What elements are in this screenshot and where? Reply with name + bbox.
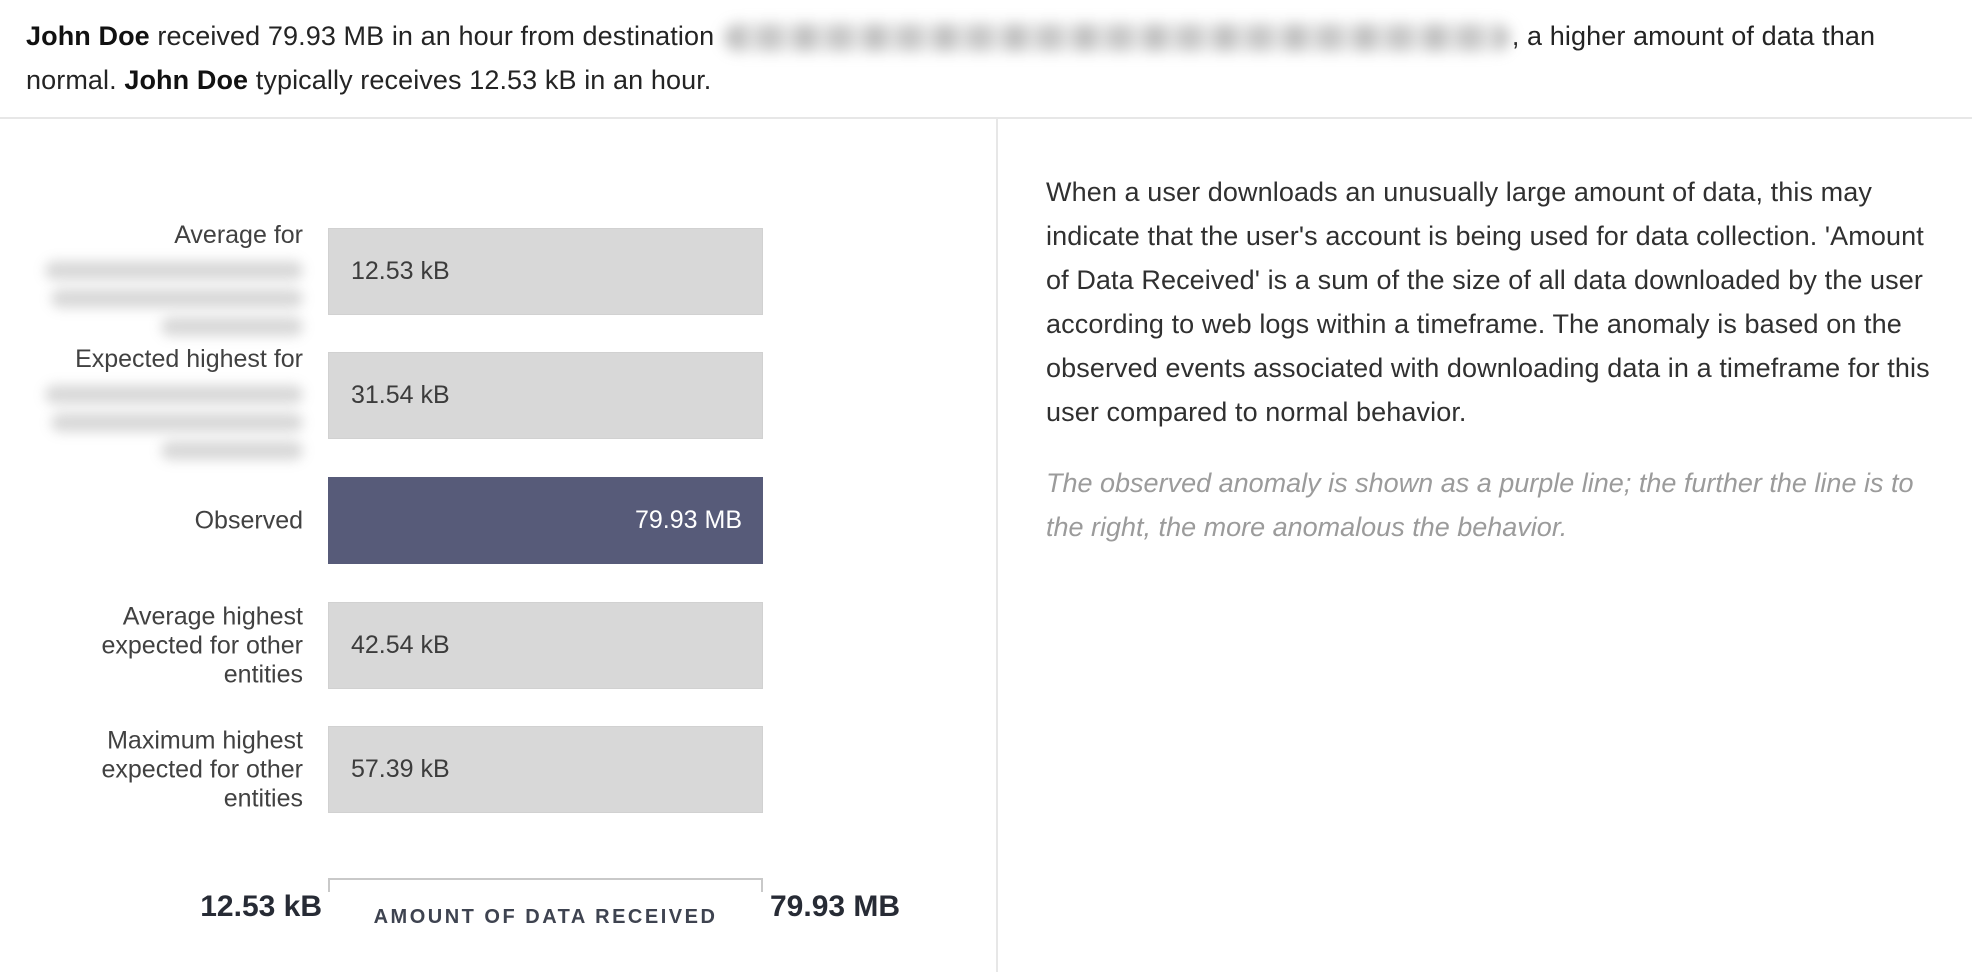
bar-label: Maximum highest expected for other entities [101, 726, 303, 812]
user-name: John Doe [26, 21, 150, 51]
comparison-bar [328, 352, 763, 439]
comparison-bar [328, 602, 763, 689]
blur-line [45, 385, 303, 404]
blur-line [161, 317, 303, 336]
summary-fragment: normal. [26, 65, 125, 95]
blur-line [45, 261, 303, 280]
comparison-bar [328, 228, 763, 315]
bar-value: 31.54 kB [351, 381, 450, 409]
summary-fragment: , a higher amount of data than [1511, 21, 1876, 51]
comparison-bar [328, 726, 763, 813]
bar-label: Expected highest for [0, 345, 303, 460]
blur-line [161, 441, 303, 460]
chart-row-average-highest-others [0, 602, 997, 689]
redacted-entity-name-blur [0, 385, 303, 460]
user-name: John Doe [124, 65, 249, 95]
bar-label: Observed [194, 506, 303, 534]
chart-row-expected-highest [0, 345, 997, 439]
bar-label: Average for [0, 221, 303, 336]
chart-row-observed [0, 477, 997, 564]
x-axis-title: AMOUNT OF DATA RECEIVED [373, 906, 718, 928]
blur-line [51, 289, 303, 308]
x-axis-bracket [328, 878, 763, 892]
redacted-entity-name-blur [0, 261, 303, 336]
bar-value: 57.39 kB [351, 755, 450, 783]
chart-row-maximum-highest-others [0, 726, 997, 813]
bar-label: Average highest expected for other entities [101, 602, 303, 688]
blur-line [51, 413, 303, 432]
bar-value: 12.53 kB [351, 257, 450, 285]
bar-value: 79.93 MB [634, 506, 742, 534]
description-note: The observed anomaly is shown as a purple line; the further the line is to the right, the more anomalous the behavior. [1046, 468, 1914, 542]
chart-row-average-for-entity [0, 221, 997, 315]
observed-bar [328, 477, 763, 564]
description-paragraph: When a user downloads an unusually large amount of data, this may indicate that the user's account is being used for data collection. 'Amount of Data Received' is a sum of the size of all data downloaded by the user according to web logs within a timeframe. The anomaly is based on the observed events associated with downloading data in a timeframe for this user compared to normal behavior. [1046, 177, 1930, 427]
anomaly-description-panel [1046, 170, 1952, 549]
summary-fragment: received 79.93 MB in an hour from destination [149, 21, 722, 51]
x-axis-min-label: 12.53 kB [200, 890, 322, 923]
bar-value: 42.54 kB [351, 631, 450, 659]
x-axis-max-label: 79.93 MB [770, 890, 901, 923]
summary-fragment: typically receives 12.53 kB in an hour. [248, 65, 712, 95]
